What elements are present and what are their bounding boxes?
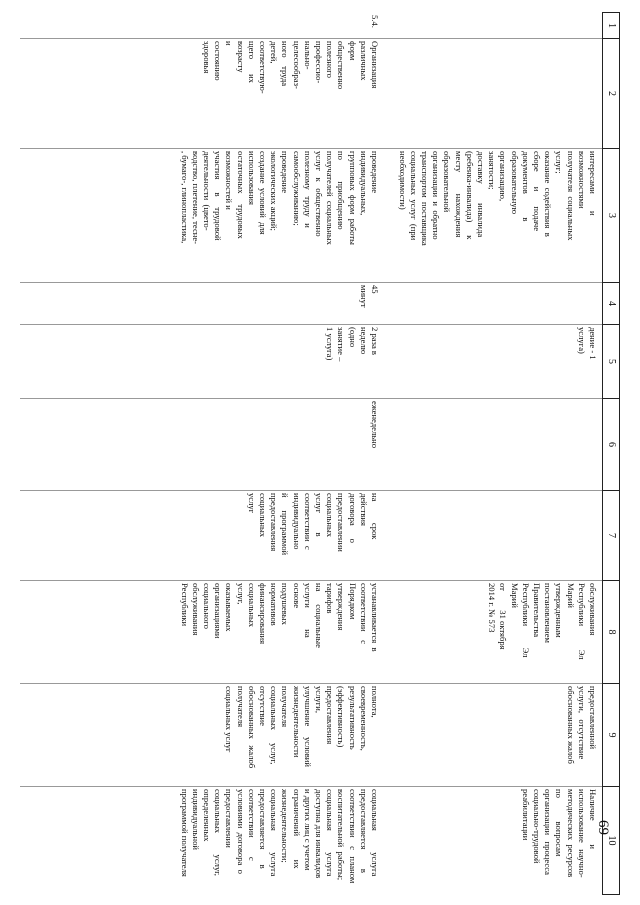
row-54-tariff: устанавливается в соответствии с Порядком утверждения тарифов на социальные услуги на основе подушевых нормативов финансирования социальных услуг, оказываемых организациями социального обслуживания Республики: [179, 583, 380, 652]
row-54-periodicity: еженедельно: [370, 401, 380, 449]
cont-row-col5: дение - 1 услуга): [576, 327, 598, 360]
header-col-6: 6: [603, 399, 619, 491]
header-col-4: 4: [603, 283, 619, 325]
row-54-duration: 45 минут: [358, 285, 380, 308]
header-col-8: 8: [603, 581, 619, 684]
cont-row-col8: обслуживания Республики Эл Марий утвержденным постановлением Правительства Республики Эл Марий от 31 октября 2014 г. № 573: [487, 583, 598, 660]
cont-row-col9: предоставленной услуги, отсутствие обоснованных жалоб: [565, 686, 598, 764]
column-divider: [20, 398, 602, 399]
row-54-description: проведение индивидуальных, групповых форм работы по приобщению получателей социальных услуг к общественно полезному труду и самообслуживанию; проведение экологических акций; создание условий для использования остаточных трудовых возможностей и участия в трудовой деятельности (цвето- водство, плетение, тесне- , бумаго-, глинопластика,: [179, 151, 380, 245]
column-divider: [20, 282, 602, 283]
cont-row-col3: интересами и возможностями получателя социальных услуг; оказание содействия в сборе и подаче документов в образовательную организацию, занятости; доставку инвалида (ребенка-инвалида) к месту нахождения образовательной организации и обратно транспортом поставщика социальных услуг (при необходимости): [397, 151, 598, 246]
header-col-10: 10: [606, 835, 617, 846]
page-number-text: 69: [595, 820, 611, 835]
services-table: [20, 12, 620, 895]
cont-row-col10: Наличие и использование научно- методических ресурсов по вопросам организации процесса социально-трудовой реабилитации: [520, 789, 598, 878]
header-col-1: 1: [603, 13, 619, 39]
table-header-row: [602, 12, 620, 895]
header-col-2: 2: [603, 39, 619, 149]
row-54-quality-indicators: полнота, своевременность, результативность (эффективность) предоставления услуги, улучшение условий жизнедеятельности получателя социальных услуг, отсутствие обоснованных жалоб получателя социальных услуг: [224, 686, 380, 769]
header-col-5: 5: [603, 325, 619, 399]
row-54-service-name: Организация различных форм общественно полезного профессио- нально- целесообраз- ного труда детей, соответствую- щего их возрасту и состоянию здоровья: [201, 41, 380, 94]
header-col-3: 3: [603, 149, 619, 283]
header-col-9: 9: [603, 684, 619, 787]
row-54-number: 5.4.: [370, 15, 380, 28]
header-col-7: 7: [603, 491, 619, 581]
row-54-conditions: социальная услуга предоставляется в соответствии с планом воспитательной работы; социальная услуга доступна для инвалидов и других лиц с учетом ограничений их жизнедеятельности; социальная услуга предоставляется в соответствии с условиями договора о предоставлении социальных услуг, определенных индивидуальной программой получателя: [179, 789, 380, 884]
page-number: [593, 820, 623, 880]
row-54-term: на срок действия договора о предоставлении социальных услуг в соответствии с индивидуально й программой предоставления социальных услуг: [246, 493, 380, 556]
row-54-frequency: 2 раза в неделю (одно занятие – 1 услуга): [325, 327, 380, 362]
